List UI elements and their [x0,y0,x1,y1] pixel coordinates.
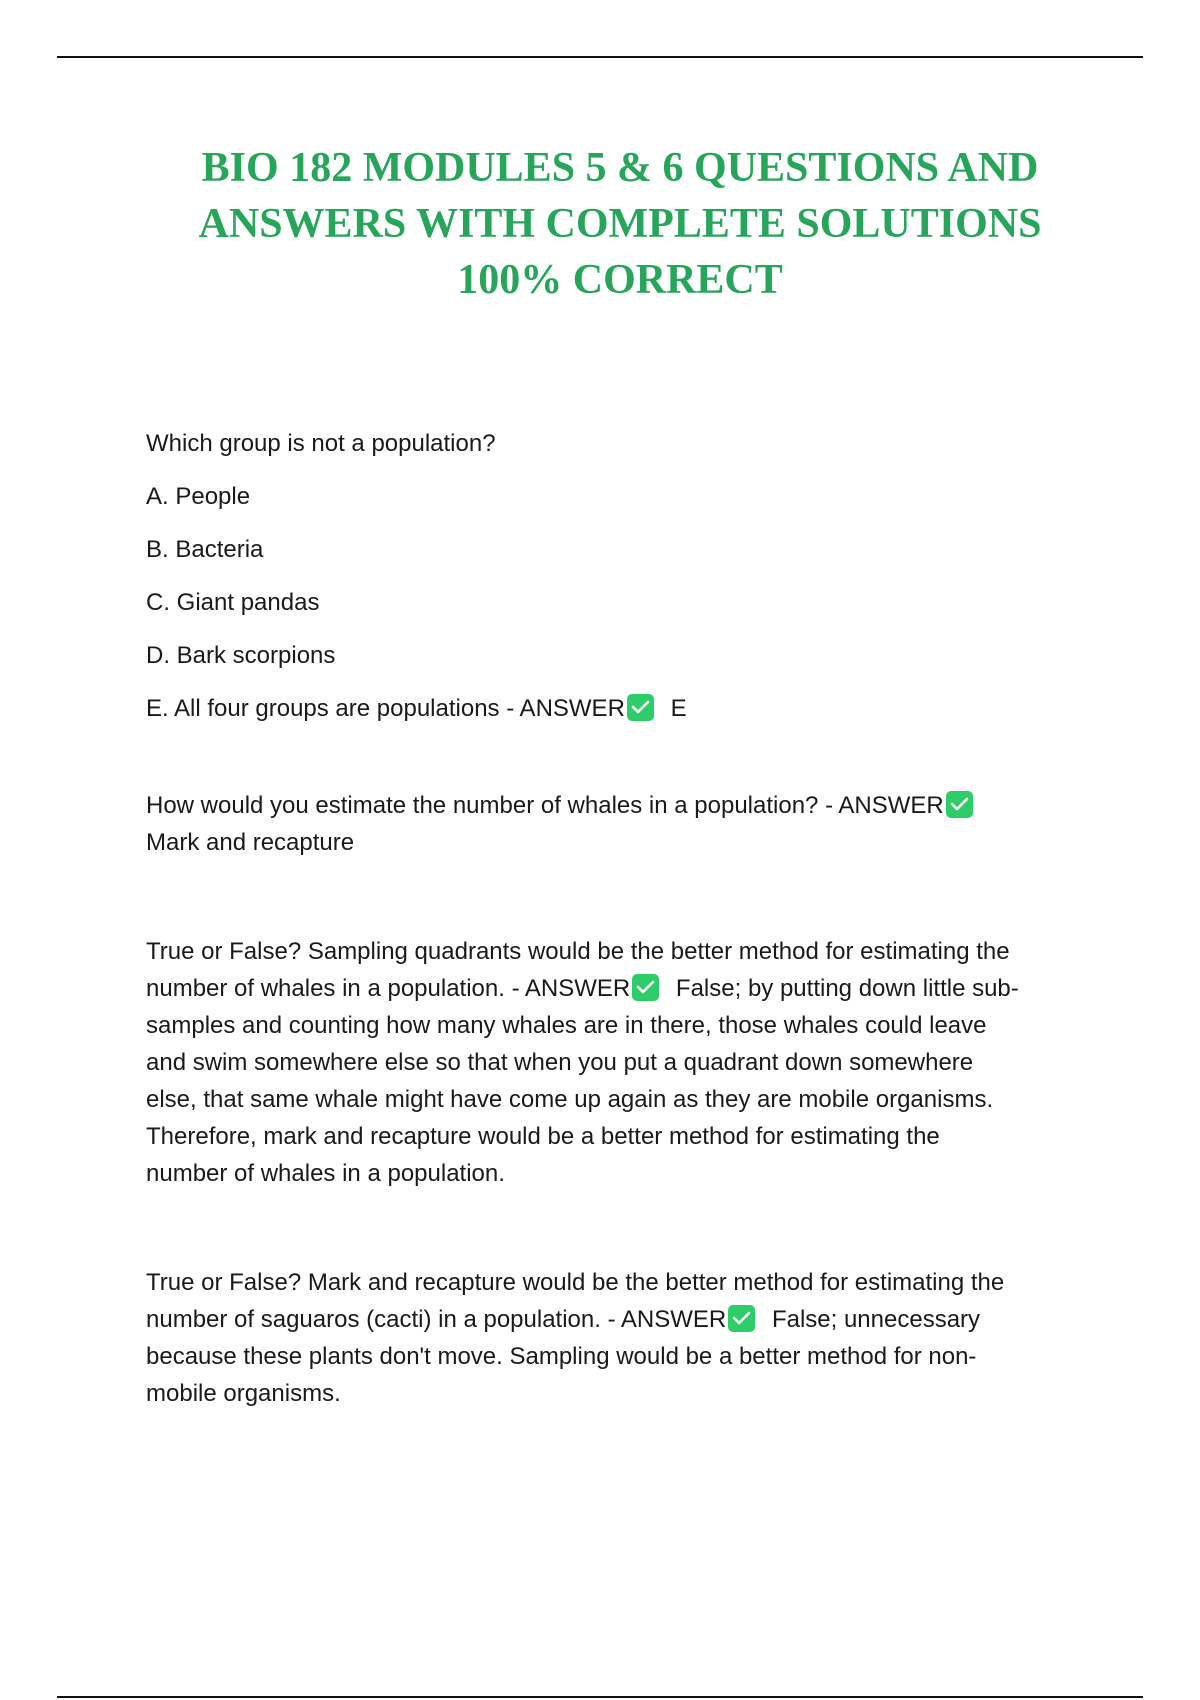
option-e-line [146,690,1096,727]
document-title [130,140,1110,308]
question-1-text: Which group is not a population? [146,430,496,457]
question-4-answer-line: because these plants don't move. Sampling would be a better method for non- [146,1343,977,1370]
question-3-answer-line: Therefore, mark and recapture would be a better method for estimating the [146,1123,940,1150]
question-3 [146,933,1096,1192]
bottom-rule [57,1696,1143,1698]
option-e: E. All four groups are populations - ANSWER [146,695,625,722]
question-4-answer-line: mobile organisms. [146,1380,341,1407]
spacer [146,861,1096,933]
title-line-3: 100% CORRECT [457,257,783,303]
question-4-text: number of saguaros (cacti) in a population. - ANSWER [146,1306,727,1333]
check-mark-icon [946,791,973,818]
check-mark-icon [632,974,659,1001]
question-2-answer: Mark and recapture [146,829,355,856]
title-line-1: BIO 182 MODULES 5 & 6 QUESTIONS AND [201,145,1039,191]
question-2-line [146,787,1096,824]
top-rule [57,56,1143,58]
question-3-line-1: True or False? Sampling quadrants would be the better method for estimating the [146,938,1010,965]
question-2 [146,787,1096,861]
question-4 [146,1264,1096,1412]
qa-content [146,425,1096,1412]
question-1-answer: E [670,695,687,722]
check-mark-icon [728,1305,755,1332]
question-3-answer-line: number of whales in a population. [146,1160,505,1187]
option-c: C. Giant pandas [146,589,320,616]
question-2-text: How would you estimate the number of whales in a population? - ANSWER [146,792,944,819]
question-3-answer-line: else, that same whale might have come up again as they are mobile organisms. [146,1086,994,1113]
spacer [146,727,1096,787]
question-3-answer-line: samples and counting how many whales are in there, those whales could leave [146,1012,987,1039]
question-1 [146,425,1096,727]
option-b: B. Bacteria [146,536,264,563]
check-mark-icon [627,694,654,721]
question-3-answer-start: False; by putting down little sub- [675,975,1019,1002]
title-line-2: ANSWERS WITH COMPLETE SOLUTIONS [198,201,1042,247]
question-3-line-2 [146,970,1096,1007]
question-3-text: number of whales in a population. - ANSWER [146,975,631,1002]
question-4-answer-start: False; unnecessary [771,1306,981,1333]
question-4-line-1: True or False? Mark and recapture would be the better method for estimating the [146,1269,1005,1296]
option-d: D. Bark scorpions [146,642,336,669]
question-4-line-2 [146,1301,1096,1338]
question-3-answer-line: and swim somewhere else so that when you put a quadrant down somewhere [146,1049,974,1076]
option-a: A. People [146,483,251,510]
spacer [146,1192,1096,1264]
